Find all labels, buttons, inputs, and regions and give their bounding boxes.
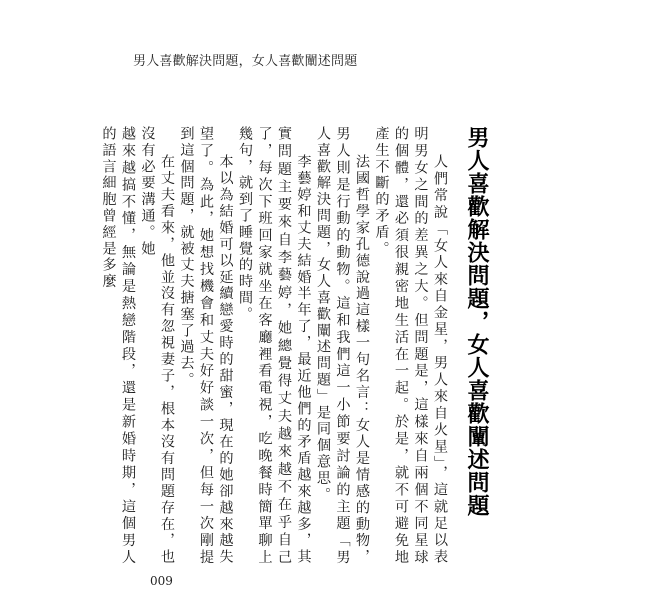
- paragraph-4: 本以為結婚可以延續戀愛時的甜蜜，現在的她卻越來越失望了。為此，她想找機會和丈夫好好談一次，但每一次剛提到這個問題，就被丈夫搪塞了過去。: [178, 126, 234, 566]
- chapter-title: 男人喜歡解決問題，女人喜歡闡述問題: [464, 126, 489, 517]
- paragraph-1: 人們常說「女人來自金星，男人來自火星」，這就足以表明男女之間的差異之大。但問題是，這樣來自兩個不同星球的個體，還必須很親密地生活在一起。於是，就不可避免地產生不斷的矛盾。: [373, 126, 448, 566]
- page-number: 009: [150, 574, 173, 588]
- paragraph-3: 李藝婷和丈夫結婚半年了，最近他們的矛盾越來越多，其實問題主要來自李藝婷，她總覺得丈夫越來越不在乎自己了，每次下班回家就坐在客廳裡看電視，吃晚餐時簡單聊上幾句，就到了睡覺的時間。: [237, 126, 312, 566]
- paragraph-2: 法國哲學家孔德說過這樣一句名言：女人是情感的動物，男人則是行動的動物。這和我們這一小節要討論的主題「男人喜歡解決問題，女人喜歡闡述問題」是同個意思。: [315, 126, 370, 566]
- paragraph-5: 在丈夫看來，他並沒有忽視妻子，根本沒有問題存在，也沒有必要溝通。她: [139, 126, 175, 566]
- vertical-text-block: [100, 126, 491, 566]
- paragraph-6: 越來越搞不懂，無論是熱戀階段，還是新婚時期，這個男人的語言細胞曾經是多麼: [100, 126, 136, 566]
- running-header: 男人喜歡解決問題，女人喜歡闡述問題: [133, 54, 358, 69]
